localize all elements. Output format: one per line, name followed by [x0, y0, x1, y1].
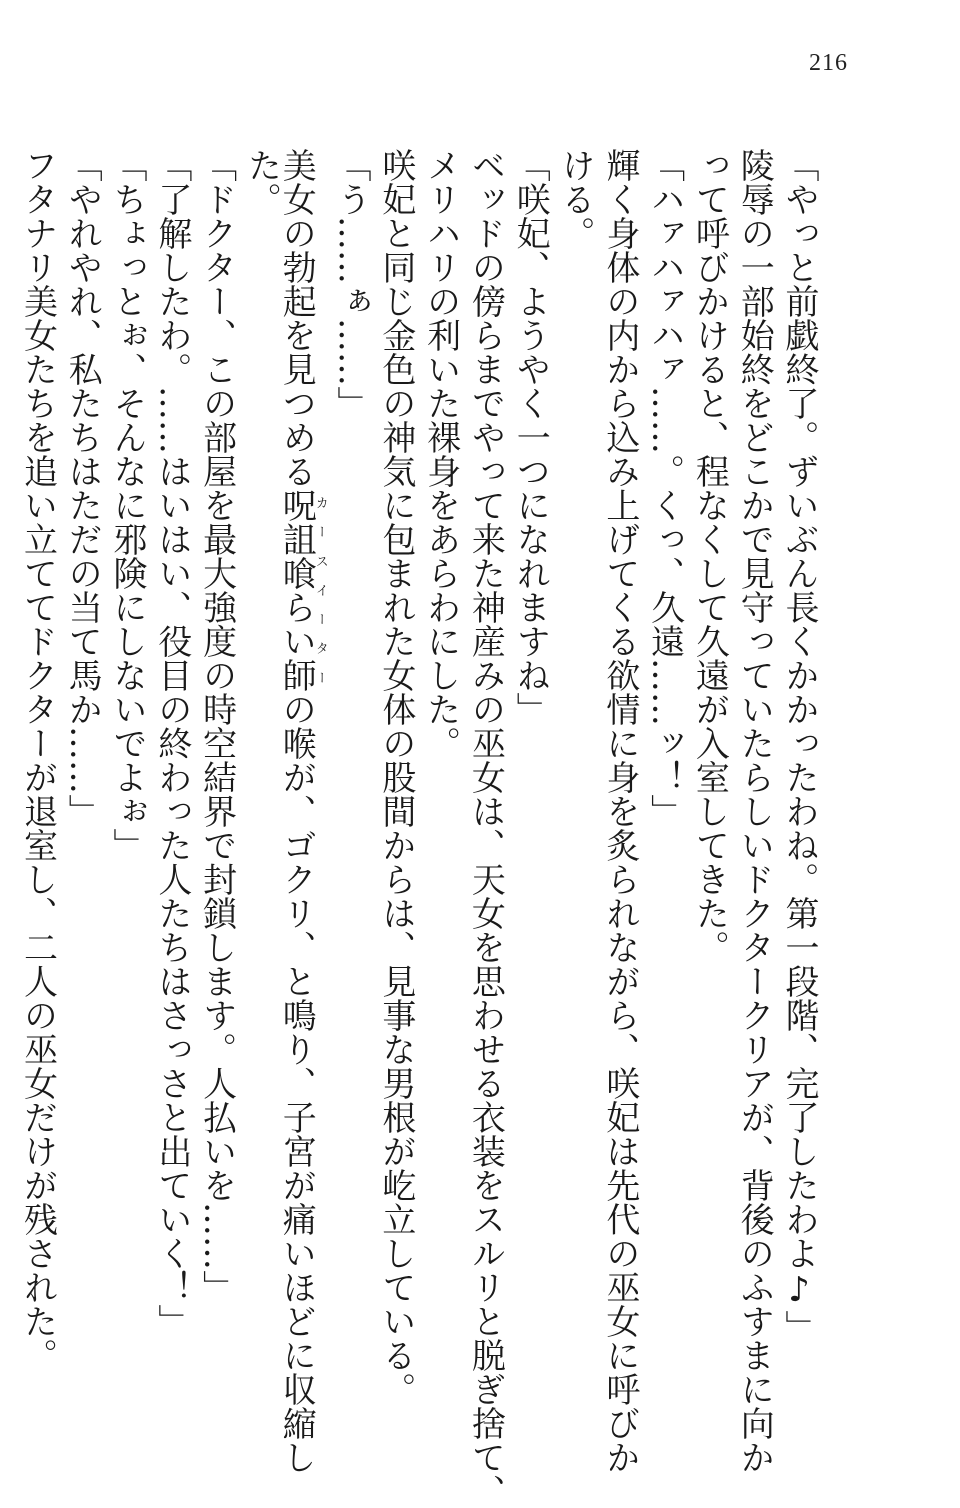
text-line: 「やっと前戯終了。ずいぶん長くかかったわね。第一段階、完了したわよ♪」: [779, 148, 819, 1344]
text-line-with-ruby: [276, 148, 328, 1474]
text-line: 「了解したわ。……はいはい、役目の終わった人たちはさっさと出ていく！」: [151, 148, 192, 1338]
line-suffix: の喉が、ゴクリ、と鳴り、子宮が痛いほどに収縮し: [276, 692, 317, 1474]
text-line: 陵辱の一部始終をどこかで見守っていたらしいドクタークリアが、背後のふすまに向か: [734, 148, 775, 1474]
vertical-body-text: [17, 148, 820, 1508]
text-line: ける。: [555, 148, 596, 250]
text-line: 「ドクター、この部屋を最大強度の時空結界で封鎖します。人払いを……」: [196, 148, 237, 1304]
text-line: 「やれやれ、私たちはただの当て馬か……」: [62, 148, 103, 828]
text-line: 「う……ぁ……」: [331, 148, 372, 420]
text-line: ベッドの傍らまでやって来た神産みの巫女は、天女を思わせる衣装をスルリと脱ぎ捨て、: [465, 148, 506, 1508]
ruby-base: 呪詛喰らい師: [276, 488, 317, 692]
ruby-annotation: [276, 488, 328, 692]
text-line: 「咲妃、ようやく一つになれますね」: [510, 148, 551, 726]
text-line: 「ハァハァハァ……。くっ、久遠……ッ！」: [644, 148, 685, 828]
ruby-reading: カースイーター: [312, 488, 328, 692]
line-prefix: 美女の勃起を見つめる: [276, 148, 317, 488]
text-line: 輝く身体の内から込み上げてくる欲情に身を炙られながら、咲妃は先代の巫女に呼びか: [599, 148, 640, 1474]
text-line: た。: [241, 148, 282, 216]
text-line: メリハリの利いた裸身をあらわにした。: [420, 148, 461, 760]
text-line: フタナリ美女たちを追い立ててドクターが退室し、二人の巫女だけが残された。: [17, 148, 58, 1372]
page-number: 216: [809, 50, 848, 76]
text-line: って呼びかけると、程なくして久遠が入室してきた。: [689, 148, 730, 964]
text-line: 咲妃と同じ金色の神気に包まれた女体の股間からは、見事な男根が屹立している。: [375, 148, 416, 1406]
text-line: 「ちょっとぉ、そんなに邪険にしないでよぉ」: [107, 148, 148, 862]
